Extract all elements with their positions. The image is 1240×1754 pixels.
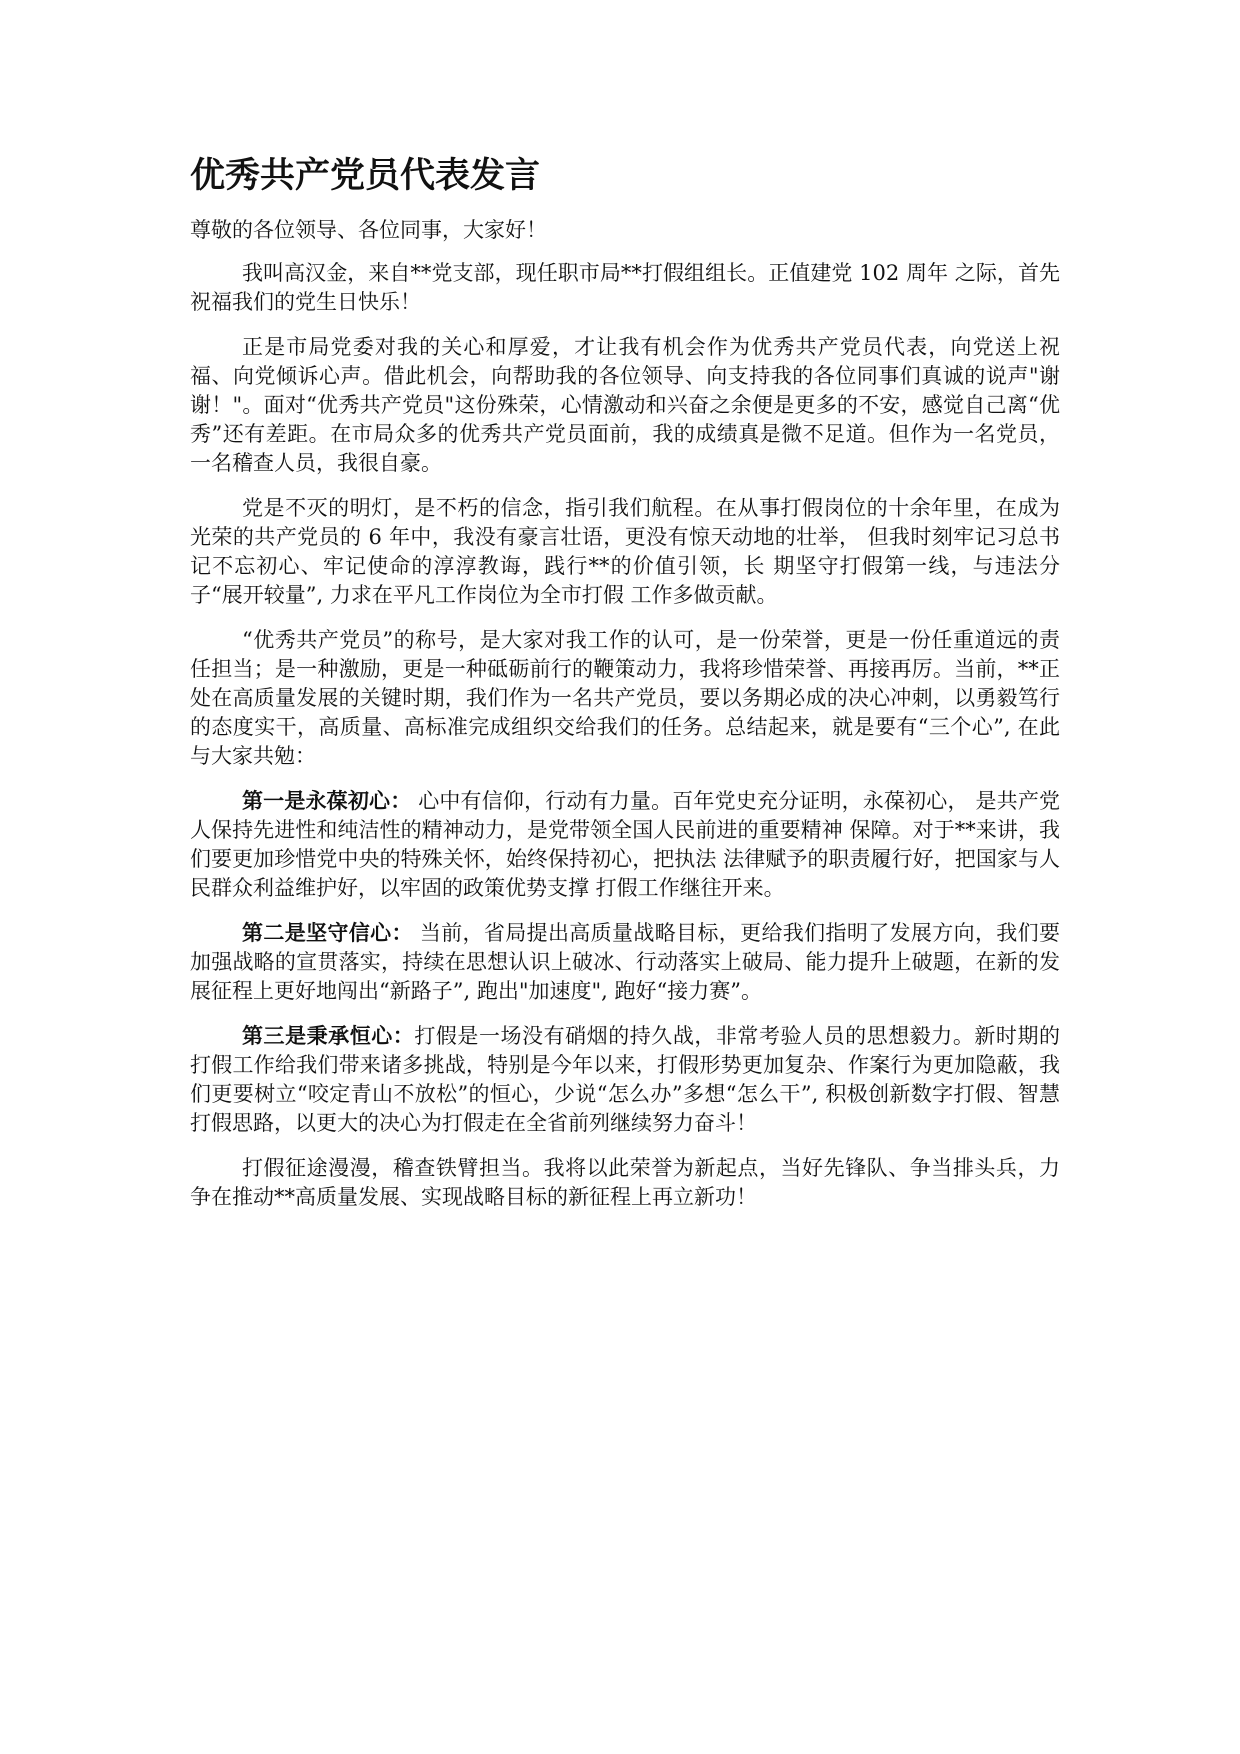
document-page [190,152,1060,1228]
paragraph-3 [190,494,1060,610]
paragraph-text: 心中有信仰，行动有力量。百年党史充分证明，永葆初心， 是共产党人保持先进性和纯洁性的精神动力，是党带领全国人民前进的重要精神 保障。对于**来讲，我们要更加珍惜党中央的特殊关怀，始终保持初心，把执法 法律赋予的职责履行好，把国家与人民群众利益维护好，以牢固的政策优势支撑 打假工作继往开来。 [190,789,1061,900]
paragraph-text: 打假征途漫漫，稽查铁臂担当。我将以此荣誉为新起点，当好先锋队、争当排头兵，力争在推动**高质量发展、实现战略目标的新征程上再立新功！ [190,1156,1060,1209]
paragraph-lead: 第三是秉承恒心： [242,1024,415,1048]
paragraph-6 [190,919,1060,1006]
paragraph-lead: 第二是坚守信心： [242,921,413,945]
paragraph-text: “优秀共产党员”的称号，是大家对我工作的认可，是一份荣誉，更是一份任重道远的责任担当；是一种激励，更是一种砥砺前行的鞭策动力，我将珍惜荣誉、再接再厉。当前，**正处在高质量发展的关键时期，我们作为一名共产党员，要以务期必成的决心冲刺，以勇毅笃行的态度实干，高质量、高标准完成组织交给我们的任务。总结起来，就是要有“三个心”, 在此与大家共勉： [190,628,1060,768]
paragraph-text: 党是不灭的明灯，是不朽的信念，指引我们航程。在从事打假岗位的十余年里，在成为光荣的共产党员的 6 年中，我没有豪言壮语，更没有惊天动地的壮举， 但我时刻牢记习总书记不忘初心、牢记使命的淳淳教诲，践行**的价值引领，长 期坚守打假第一线，与违法分子“展开较量”, 力求在平凡工作岗位为全市打假 工作多做贡献。 [190,496,1060,607]
paragraph-text: 我叫高汉金，来自**党支部，现任职市局**打假组组长。正值建党 102 周年 之际，首先祝福我们的党生日快乐！ [190,261,1060,314]
paragraph-lead: 第一是永葆初心： [242,789,412,813]
paragraph-5 [190,787,1060,903]
paragraph-8 [190,1154,1060,1212]
salutation: 尊敬的各位领导、各位同事，大家好！ [190,218,547,242]
paragraph-text: 打假是一场没有硝烟的持久战，非常考验人员的思想毅力。新时期的打假工作给我们带来诸多挑战，特别是今年以来，打假形势更加复杂、作案行为更加隐蔽，我们更要树立“咬定青山不放松”的恒心，少说“怎么办”多想“怎么干”, 积极创新数字打假、智慧打假思路，以更大的决心为打假走在全省前列继续努力奋斗！ [190,1024,1061,1135]
document-title: 优秀共产党员代表发言 [190,156,541,196]
paragraph-4 [190,626,1060,771]
paragraph-2 [190,333,1060,478]
paragraph-text: 正是市局党委对我的关心和厚爱，才让我有机会作为优秀共产党员代表，向党送上祝福、向党倾诉心声。借此机会，向帮助我的各位领导、向支持我的各位同事们真诚的说声"谢谢！"。面对“优秀共产党员"这份殊荣，心情激动和兴奋之余便是更多的不安，感觉自己离“优秀”还有差距。在市局众多的优秀共产党员面前，我的成绩真是微不足道。但作为一名党员， 一名稽查人员，我很自豪。 [190,335,1060,475]
paragraph-1 [190,259,1060,317]
paragraph-7 [190,1022,1060,1138]
paragraph-text: 当前，省局提出高质量战略目标，更给我们指明了发展方向，我们要加强战略的宣贯落实，持续在思想认识上破冰、行动落实上破局、能力提升上破题，在新的发展征程上更好地闯出“新路子”, 跑出"加速度", 跑好“接力赛”。 [190,921,1060,1003]
